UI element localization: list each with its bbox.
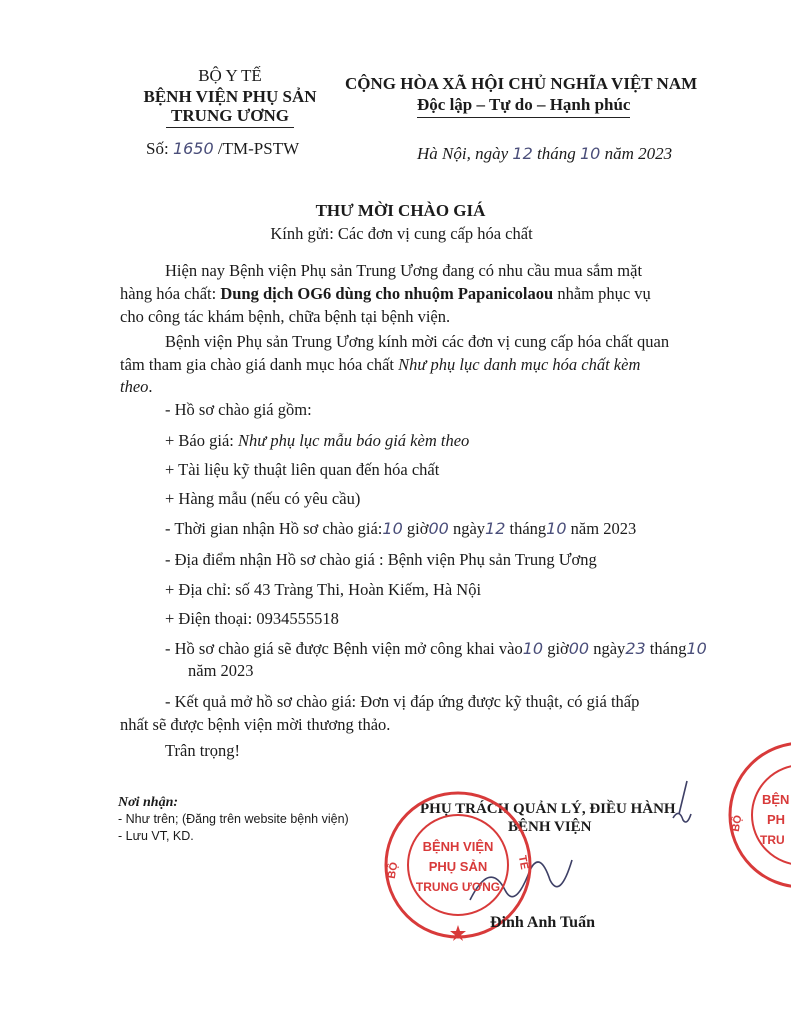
receive-month-handwritten: 10 (546, 519, 567, 538)
side-stamp-line2: PH (767, 812, 786, 827)
stamp-ring-left: BỘ (385, 861, 401, 880)
letter-recipient: Kính gửi: Các đơn vị cung cấp hóa chất (270, 224, 533, 243)
paragraph-2-line2 (120, 353, 640, 376)
closing-greeting: Trân trọng! (165, 741, 241, 760)
paragraph-1-line1: Hiện nay Bệnh viện Phụ sản Trung Ương đang có nhu cầu mua sắm mặt (165, 261, 643, 280)
list-item-address: + Địa chỉ: số 43 Tràng Thi, Hoàn Kiếm, Hà Nội (165, 580, 482, 599)
doc-number-prefix: Số: (146, 139, 169, 158)
list-item-opening-time (165, 637, 707, 660)
opening-hour-handwritten: 10 (522, 639, 544, 658)
date-month-label: tháng (537, 144, 576, 163)
p2-period: . (148, 377, 153, 396)
product-name: Dung dịch OG6 dùng cho nhuộm Papanicolaou (220, 284, 554, 303)
opening-hour-label: giờ (547, 639, 569, 658)
p2-italic: Như phụ lục danh mục hóa chất kèm (398, 355, 641, 374)
hospital-name-line1: BỆNH VIỆN PHỤ SẢN (143, 87, 317, 106)
signer-title-line1: PHỤ TRÁCH QUẢN LÝ, ĐIỀU HÀNH (420, 801, 676, 817)
stamp-ring-right: TẾ (515, 854, 531, 871)
p2-italic-end: theo (120, 377, 149, 396)
side-stamp-ring: BỘ (729, 814, 745, 833)
quotation-label: + Báo giá: (165, 431, 239, 450)
header-right-underline (417, 117, 630, 118)
list-item-phone: + Điện thoại: 0934555518 (165, 609, 339, 628)
hospital-name-line2: TRUNG ƯƠNG (171, 106, 289, 125)
list-item-receive-place: - Địa điểm nhận Hồ sơ chào giá : Bệnh viện Phụ sản Trung Ương (165, 550, 597, 569)
quotation-italic: Như phụ lục mẫu báo giá kèm theo (238, 431, 470, 450)
signer-name: Đinh Anh Tuấn (490, 914, 595, 931)
opening-day-label: ngày (593, 639, 626, 658)
receive-month-label: tháng (509, 519, 547, 538)
receive-day-handwritten: 12 (485, 519, 506, 538)
list-item-result-line2: nhất sẽ được bệnh viện mời thương thảo. (120, 715, 391, 734)
side-stamp-line3: TRU (760, 833, 785, 847)
p1-text-end: nhằm phục vụ (553, 284, 651, 303)
list-item-quotation (165, 429, 469, 452)
opening-day-handwritten: 23 (625, 639, 646, 658)
letter-title: THƯ MỜI CHÀO GIÁ (315, 201, 486, 220)
doc-number-suffix: /TM-PSTW (217, 139, 300, 158)
list-item-documents: - Hồ sơ chào giá gồm: (165, 400, 312, 419)
list-item-receive-time (165, 517, 636, 540)
stamp-line3: TRUNG ƯƠNG (415, 880, 501, 894)
opening-year: năm 2023 (188, 661, 254, 680)
paragraph-2-line1: Bệnh viện Phụ sản Trung Ương kính mời các đơn vị cung cấp hóa chất quan (165, 332, 670, 351)
header-left-underline (166, 127, 294, 128)
national-motto: Độc lập – Tự do – Hạnh phúc (417, 95, 631, 114)
signature-mark-icon (665, 778, 705, 833)
recipients-line1: - Như trên; (Đăng trên website bệnh viện) (118, 812, 349, 826)
receive-hour-handwritten: 10 (382, 519, 403, 538)
recipients-line2: - Lưu VT, KD. (118, 829, 194, 843)
list-item-result-line1: - Kết quả mở hồ sơ chào giá: Đơn vị đáp ứng được kỹ thuật, có giá thấp (165, 692, 640, 711)
receive-minute-handwritten: 00 (428, 519, 449, 538)
date-prefix: Hà Nội, ngày (417, 144, 509, 163)
receive-year: năm 2023 (570, 519, 637, 538)
date-year: năm 2023 (604, 144, 673, 163)
paragraph-1-line2 (120, 282, 651, 305)
paragraph-1-line3: cho công tác khám bệnh, chữa bệnh tại bệnh viện. (120, 307, 451, 326)
paragraph-2-line3 (120, 375, 153, 398)
opening-month-handwritten: 10 (686, 639, 707, 658)
opening-month-label: tháng (649, 639, 687, 658)
list-item-samples: + Hàng mẫu (nếu có yêu cầu) (165, 489, 361, 508)
document-number (146, 139, 299, 159)
opening-minute-handwritten: 00 (568, 639, 590, 658)
document-date (417, 144, 672, 164)
receive-hour-label: giờ (406, 519, 429, 538)
date-month-handwritten: 10 (579, 144, 601, 163)
side-stamp-icon (722, 740, 791, 900)
p2-text: tâm tham gia chào giá danh mục hóa chất (120, 355, 399, 374)
recipients-label: Nơi nhận: (118, 795, 179, 810)
receive-time-label: - Thời gian nhận Hồ sơ chào giá: (165, 519, 383, 538)
signer-title-line2: BỆNH VIỆN (508, 819, 592, 835)
p1-text: hàng hóa chất: (120, 284, 221, 303)
date-day-handwritten: 12 (512, 144, 533, 163)
national-title: CỘNG HÒA XÃ HỘI CHỦ NGHĨA VIỆT NAM (345, 74, 698, 93)
doc-number-handwritten: 1650 (172, 139, 214, 158)
opening-time-label: - Hồ sơ chào giá sẽ được Bệnh viện mở công khai vào (165, 639, 523, 658)
receive-day-label: ngày (452, 519, 486, 538)
list-item-technical-docs: + Tài liệu kỹ thuật liên quan đến hóa chất (165, 460, 440, 479)
side-stamp-line1: BỆN (762, 792, 790, 807)
stamp-line1: BỆNH VIỆN (422, 839, 494, 854)
stamp-line2: PHỤ SẢN (428, 859, 488, 874)
ministry-name: BỘ Y TẾ (198, 66, 262, 85)
